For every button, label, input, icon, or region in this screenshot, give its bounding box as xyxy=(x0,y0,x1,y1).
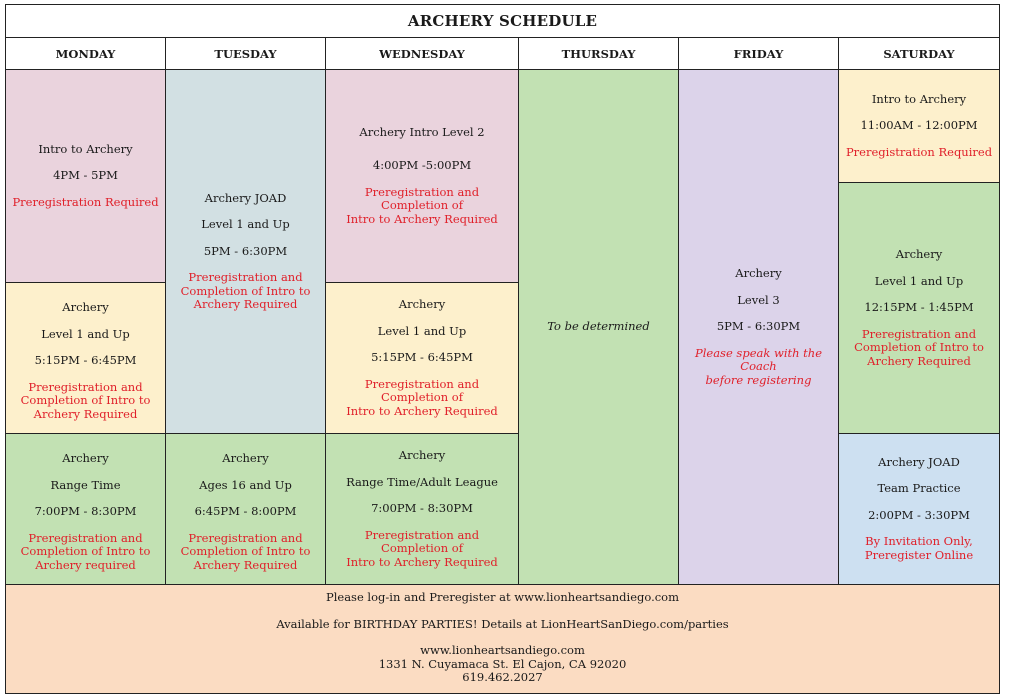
schedule-footer xyxy=(5,584,1000,694)
class-level: Range Time xyxy=(50,477,121,492)
class-time: 4PM - 5PM xyxy=(53,168,118,183)
class-cell-tuesday-joad xyxy=(165,69,326,434)
class-note-line: Preregistration and Completion of xyxy=(364,184,480,212)
class-note-line: Intro to Archery Required xyxy=(346,403,498,418)
class-note-line: Preregistration and xyxy=(188,270,303,284)
class-note-line: By Invitation Only, xyxy=(865,534,973,549)
class-level: Team Practice xyxy=(877,481,961,496)
class-note: Preregistration Required xyxy=(845,144,993,159)
class-note xyxy=(181,532,311,573)
class-note: To be determined xyxy=(547,319,650,334)
class-note-line: Preregistration and Completion of xyxy=(364,527,480,555)
class-cell-thursday-tbd xyxy=(518,69,679,585)
class-note-line: Preregistration and xyxy=(861,326,977,341)
class-note-line: Preregistration and xyxy=(28,530,143,545)
class-note xyxy=(330,186,514,227)
day-header-monday: MONDAY xyxy=(5,37,166,70)
class-cell-monday-range xyxy=(5,433,166,585)
class-name: Archery xyxy=(222,451,269,466)
class-cell-wednesday-range xyxy=(325,433,519,585)
class-time: 5PM - 6:30PM xyxy=(203,243,288,258)
class-name: Archery xyxy=(895,247,943,261)
class-note xyxy=(21,532,151,573)
footer-phone: 619.462.2027 xyxy=(462,670,543,684)
class-time: 12:15PM - 1:45PM xyxy=(864,300,974,314)
class-note-line: Completion of Intro to xyxy=(180,283,311,298)
class-level: Level 1 and Up xyxy=(874,273,964,288)
class-note xyxy=(865,535,973,562)
class-name: Archery Intro Level 2 xyxy=(359,125,485,139)
class-note-line: Please speak with the Coach xyxy=(694,345,823,373)
class-name: Archery xyxy=(62,451,109,466)
class-level: Level 1 and Up xyxy=(201,217,290,231)
class-note xyxy=(854,328,984,369)
class-level: Level 1 and Up xyxy=(377,323,467,338)
class-cell-saturday-joad xyxy=(838,433,1000,585)
class-note xyxy=(181,271,311,312)
class-note-line: Archery Required xyxy=(867,353,971,368)
class-name: Archery xyxy=(62,300,109,315)
class-note-line: before registering xyxy=(705,372,812,387)
class-note xyxy=(330,378,514,419)
class-note-line: Completion of Intro to xyxy=(180,544,311,559)
class-time: 5PM - 6:30PM xyxy=(716,319,801,333)
class-note-line: Preregistration and Completion of xyxy=(364,376,480,404)
class-cell-saturday-level1 xyxy=(838,182,1000,434)
class-note-line: Archery required xyxy=(35,557,136,572)
class-note xyxy=(683,347,834,388)
class-level: Range Time/Adult League xyxy=(346,474,498,489)
footer-website: www.lionheartsandiego.com xyxy=(420,643,585,657)
class-time: 4:00PM -5:00PM xyxy=(372,158,472,172)
footer-birthday-line: Available for BIRTHDAY PARTIES! Details at LionHeartSanDiego.com/parties xyxy=(276,616,729,631)
class-note-line: Intro to Archery Required xyxy=(346,211,498,226)
class-name: Intro to Archery xyxy=(871,91,967,106)
day-header-thursday: THURSDAY xyxy=(518,37,679,70)
class-note-line: Completion of Intro to xyxy=(854,340,984,354)
class-note xyxy=(330,529,514,570)
class-level: Level 1 and Up xyxy=(41,326,130,341)
class-note xyxy=(21,381,151,422)
class-level: Level 3 xyxy=(737,292,780,307)
class-time: 7:00PM - 8:30PM xyxy=(371,501,473,515)
class-note-line: Completion of Intro to xyxy=(20,544,151,559)
class-level: Ages 16 and Up xyxy=(199,477,292,492)
class-time: 5:15PM - 6:45PM xyxy=(34,353,137,368)
class-note: Preregistration Required xyxy=(12,194,159,209)
day-header-tuesday: TUESDAY xyxy=(165,37,326,70)
class-time: 11:00AM - 12:00PM xyxy=(860,118,978,133)
class-cell-tuesday-ages16 xyxy=(165,433,326,585)
class-time: 6:45PM - 8:00PM xyxy=(194,504,297,519)
class-name: Archery xyxy=(735,266,782,280)
schedule-title: ARCHERY SCHEDULE xyxy=(5,4,1000,38)
class-name: Archery xyxy=(398,297,446,311)
class-name: Archery xyxy=(398,448,446,462)
class-note-line: Intro to Archery Required xyxy=(346,554,498,569)
day-header-saturday: SATURDAY xyxy=(838,37,1000,70)
class-note-line: Archery Required xyxy=(193,297,298,311)
class-time: 2:00PM - 3:30PM xyxy=(868,507,970,522)
day-header-wednesday: WEDNESDAY xyxy=(325,37,519,70)
footer-address: 1331 N. Cuyamaca St. El Cajon, CA 92020 xyxy=(378,656,627,671)
class-time: 7:00PM - 8:30PM xyxy=(34,504,137,519)
class-cell-wednesday-level1 xyxy=(325,282,519,434)
class-cell-saturday-intro xyxy=(838,69,1000,183)
class-cell-monday-intro xyxy=(5,69,166,283)
class-cell-monday-level1 xyxy=(5,282,166,434)
day-header-friday: FRIDAY xyxy=(678,37,839,70)
class-cell-friday-level3 xyxy=(678,69,839,585)
class-name: Archery JOAD xyxy=(204,190,287,205)
footer-preregister-line: Please log-in and Preregister at www.lionheartsandiego.com xyxy=(325,590,680,604)
class-note-line: Archery Required xyxy=(193,557,298,572)
class-note-line: Preregistration and xyxy=(28,379,143,394)
class-name: Archery JOAD xyxy=(878,454,960,469)
class-note-line: Preregister Online xyxy=(864,547,974,562)
class-name: Intro to Archery xyxy=(38,141,133,156)
class-cell-wednesday-intro2 xyxy=(325,69,519,283)
class-note-line: Completion of Intro to xyxy=(20,393,151,408)
class-note-line: Preregistration and xyxy=(188,530,303,545)
class-note-line: Archery Required xyxy=(33,406,138,421)
class-time: 5:15PM - 6:45PM xyxy=(371,350,473,364)
